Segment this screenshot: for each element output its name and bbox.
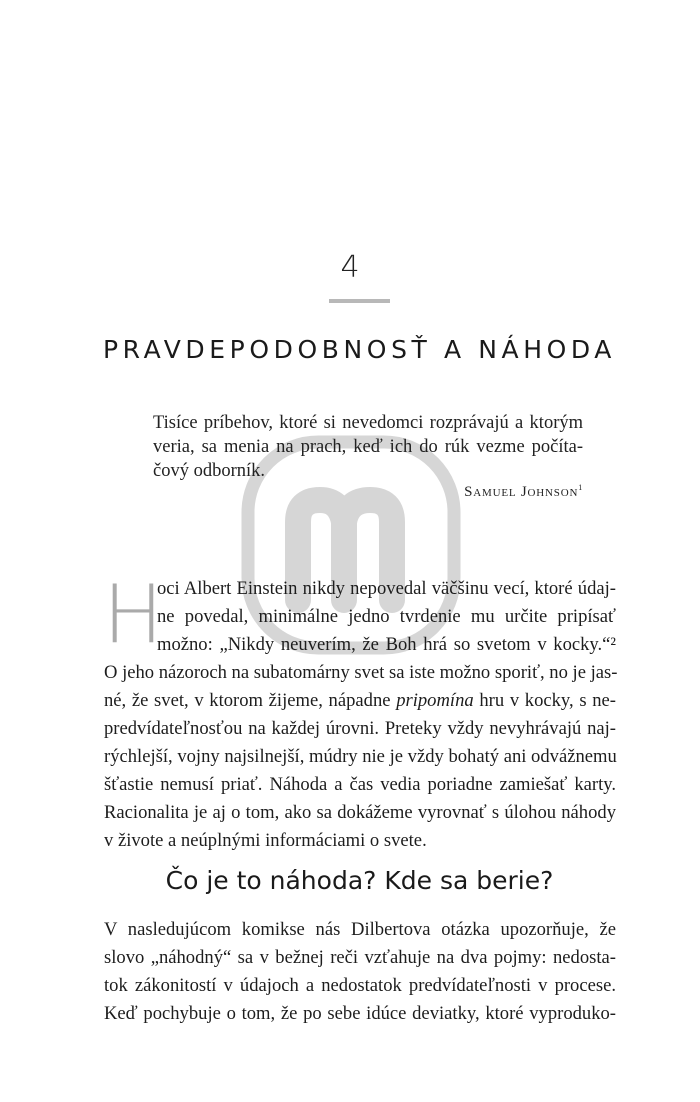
- text-line: možno: „Nikdy neuverím, že Boh hrá so svetom v kocky.“²: [157, 634, 616, 655]
- chapter-rule: [329, 299, 390, 303]
- epigraph-line: Tisíce príbehov, ktoré si nevedomci rozprávajú a ktorým: [153, 413, 583, 433]
- drop-cap: H: [103, 568, 164, 661]
- text-fragment: hru v kocky, s ne-: [479, 690, 616, 711]
- epigraph: [153, 411, 583, 483]
- text-line: V nasledujúcom komikse nás Dilbertova otázka upozorňuje, že: [104, 919, 616, 940]
- text-line: [104, 687, 616, 715]
- emphasis: pripomína: [396, 690, 474, 711]
- chapter-title: PRAVDEPODOBNOSŤ A NÁHODA: [102, 335, 617, 364]
- text-line: rýchlejší, vojny najsilnejší, múdry nie je vždy bohatý ani odvážnemu: [104, 746, 617, 767]
- text-line: tok zákonitostí v údajoch a nedostatok predvídateľnosti v procese.: [104, 975, 616, 996]
- text-line: slovo „náhodný“ sa v bežnej reči vzťahuje na dva pojmy: nedosta-: [104, 947, 616, 968]
- text-line: šťastie nemusí priať. Náhoda a čas vedia poriadne zamiešať karty.: [104, 774, 616, 795]
- text-line: ne povedal, minimálne jedno tvrdenie mu určite pripísať: [157, 606, 616, 627]
- text-line: predvídateľnosťou na každej úrovni. Preteky vždy nevyhrávajú naj-: [104, 718, 616, 739]
- paragraph: [104, 916, 616, 1028]
- text-line: oci Albert Einstein nikdy nepovedal väčšinu vecí, ktoré údaj-: [157, 578, 616, 599]
- text-fragment: né, že svet, v ktorom žijeme, nápadne: [104, 690, 391, 711]
- text-line: v živote a neúplnými informáciami o svete.: [104, 830, 427, 851]
- epigraph-line: čový odborník.: [153, 461, 266, 481]
- text-line: Keď pochybuje o tom, že po sebe idúce deviatky, ktoré vyproduko-: [104, 1003, 616, 1024]
- paragraph: [103, 568, 618, 855]
- footnote-marker: 1: [578, 483, 583, 492]
- text-line: O jeho názoroch na subatomárny svet sa iste možno sporiť, no je jas-: [104, 662, 618, 683]
- epigraph-author: [464, 483, 583, 501]
- section-heading: Čo je to náhoda? Kde sa berie?: [165, 866, 554, 895]
- epigraph-author-name: Samuel Johnson: [464, 484, 579, 500]
- chapter-number: 4: [340, 250, 360, 285]
- epigraph-line: veria, sa menia na prach, keď ich do rúk vezme počíta-: [153, 437, 583, 457]
- text-line: Racionalita je aj o tom, ako sa dokážeme vyrovnať s úlohou náhody: [104, 802, 616, 823]
